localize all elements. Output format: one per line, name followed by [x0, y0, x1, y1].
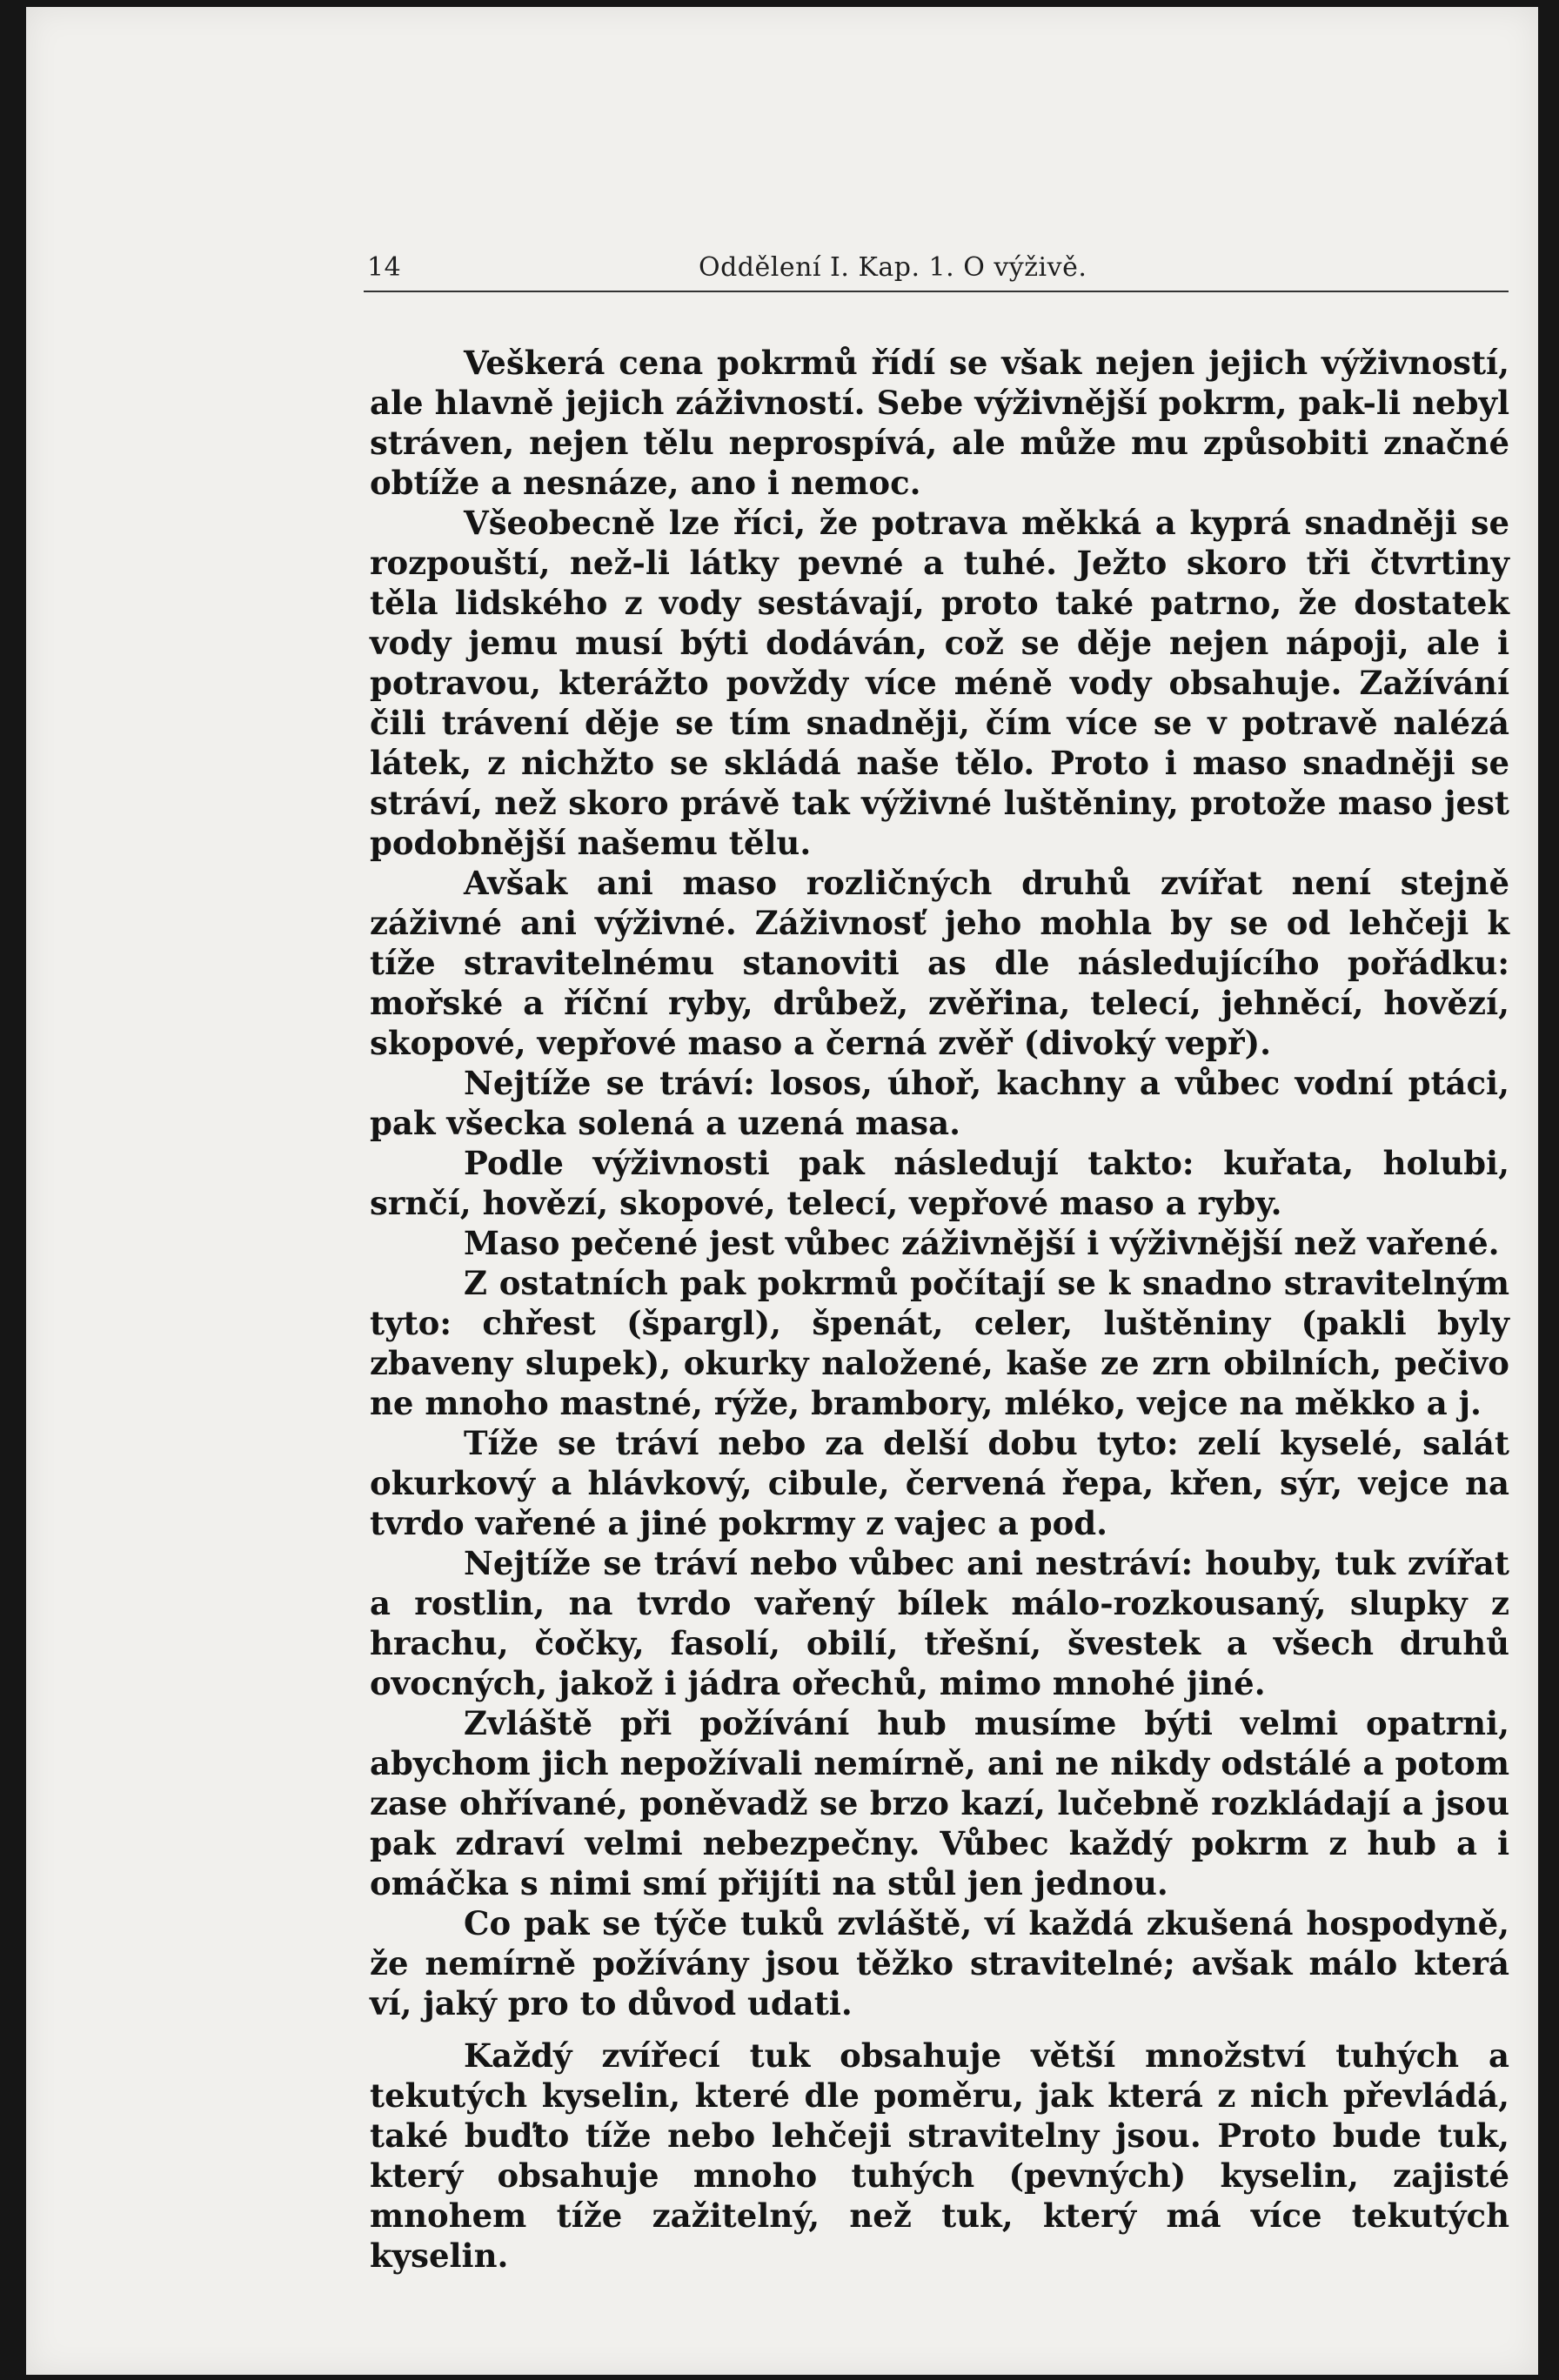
paragraph: Nejtíže se tráví nebo vůbec ani nestráví: houby, tuk zvířat a rostlin, na tvrdo vařený bílek málo-rozkousaný, slupky z hrachu, čočky, fasolí, obilí, třešní, švestek a všech druhů ovocných, jakož i jádra ořechů, mimo mnohé jiné.	[370, 1544, 1509, 1702]
running-head: Oddělení I. Kap. 1. O výživě.	[699, 252, 1087, 283]
scanned-page	[26, 7, 1538, 2375]
paragraph: Zvláště při požívání hub musíme býti velmi opatrni, abychom jich nepožívali nemírně, ani ne nikdy odstálé a potom zase ohřívané, poněvadž se brzo kazí, lučebně rozkládají a jsou pak zdraví velmi nebezpečny. Vůbec každý pokrm z hub a i omáčka s nimi smí přijíti na stůl jen jednou.	[370, 1704, 1509, 1902]
paragraph: Tíže se tráví nebo za delší dobu tyto: zelí kyselé, salát okurkový a hlávkový, cibule, červená řepa, křen, sýr, vejce na tvrdo vařené a jiné pokrmy z vajec a pod.	[370, 1424, 1509, 1542]
paragraph: Nejtíže se tráví: losos, úhoř, kachny a vůbec vodní ptáci, pak všecka solená a uzená masa.	[370, 1064, 1509, 1142]
paragraph: Každý zvířecí tuk obsahuje větší množství tuhých a tekutých kyselin, které dle poměru, jak která z nich převládá, také buďto tíže nebo lehčeji stravitelny jsou. Proto bude tuk, který obsahuje mnoho tuhých (pevných) kyselin, zajisté mnohem tíže zažitelný, než tuk, který má více tekutých kyselin.	[370, 2036, 1509, 2275]
body-text	[370, 343, 1509, 2276]
paragraph: Co pak se týče tuků zvláště, ví každá zkušená hospodyně, že nemírně požívány jsou těžko stravitelné; avšak málo která ví, jaký pro to důvod udati.	[370, 1904, 1509, 2022]
paragraph: Z ostatních pak pokrmů počítají se k snadno stravitelným tyto: chřest (špargl), špenát, celer, luštěniny (pakli byly zbaveny slupek), okurky naložené, kaše ze zrn obilních, pečivo ne mnoho mastné, rýže, brambory, mléko, vejce na měkko a j.	[370, 1264, 1509, 1422]
page-number: 14	[367, 252, 402, 283]
paragraph: Maso pečené jest vůbec záživnější i výživnější než vařené.	[464, 1224, 1500, 1262]
paragraph: Avšak ani maso rozličných druhů zvířat není stejně záživné ani výživné. Záživnosť jeho mohla by se od lehčeji k tíže stravitelnému stanoviti as dle následujícího pořádku: mořské a říční ryby, drůbež, zvěřina, telecí, jehněcí, hovězí, skopové, vepřové maso a černá zvěř (divoký vepř).	[370, 864, 1509, 1062]
page-header	[364, 249, 1509, 292]
paragraph: Veškerá cena pokrmů řídí se však nejen jejich výživností, ale hlavně jejich záživností. Sebe výživnější pokrm, pak-li nebyl stráven, nejen tělu neprospívá, ale může mu způsobiti značné obtíže a nesnáze, ano i nemoc.	[370, 344, 1509, 502]
paragraph: Podle výživnosti pak následují takto: kuřata, holubi, srnčí, hovězí, skopové, telecí, vepřové maso a ryby.	[370, 1144, 1509, 1222]
paragraph: Všeobecně lze říci, že potrava měkká a kyprá snadněji se rozpouští, než-li látky pevné a tuhé. Ježto skoro tři čtvrtiny těla lidského z vody sestávají, proto také patrno, že dostatek vody jemu musí býti dodáván, což se děje nejen nápoji, ale i potravou, kterážto povždy více méně vody obsahuje. Zažívání čili trávení děje se tím snadněji, čím více se v potravě nalézá látek, z nichžto se skládá naše tělo. Proto i maso snadněji se stráví, než skoro právě tak výživné luštěniny, protože maso jest podobnější našemu tělu.	[370, 504, 1509, 862]
